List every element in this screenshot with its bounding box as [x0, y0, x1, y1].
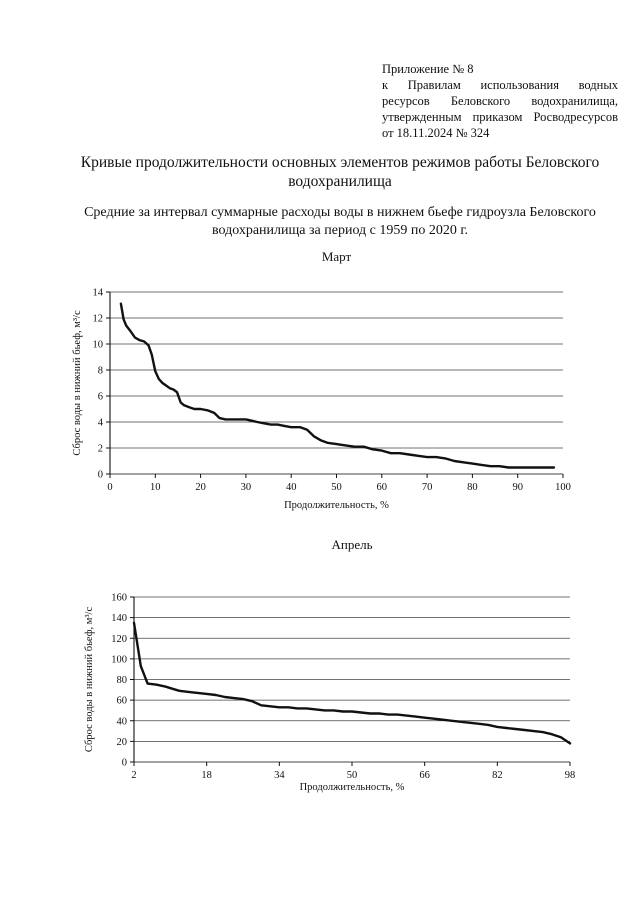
- y-tick-label: 0: [121, 757, 127, 769]
- x-tick-label: 50: [331, 482, 342, 493]
- y-tick-label: 14: [92, 287, 103, 299]
- x-tick-label: 30: [240, 482, 252, 493]
- x-tick-label: 60: [376, 482, 388, 493]
- x-tick-label: 34: [274, 770, 285, 781]
- y-tick-label: 160: [111, 592, 127, 604]
- x-tick-label: 0: [107, 482, 113, 493]
- x-tick-label: 100: [555, 482, 571, 493]
- y-tick-label: 2: [97, 443, 103, 455]
- y-tick-label: 4: [97, 417, 103, 429]
- y-tick-label: 8: [97, 365, 103, 377]
- chart-title: Март: [321, 249, 352, 264]
- x-tick-label: 50: [346, 770, 358, 781]
- appendix-line-4: утвержденным приказом Росводресурсов: [382, 110, 618, 124]
- appendix-line-2: к Правилам использования водных: [382, 78, 618, 92]
- chart-title: Апрель: [331, 537, 373, 552]
- x-tick-label: 2: [131, 770, 137, 781]
- x-tick-label: 18: [201, 770, 212, 781]
- x-tick-label: 82: [492, 770, 503, 781]
- y-tick-label: 10: [92, 339, 103, 351]
- y-axis-label: Сброс воды в нижний бьеф, м³/с: [84, 606, 95, 753]
- x-tick-label: 66: [419, 770, 430, 781]
- y-tick-label: 120: [111, 633, 127, 645]
- appendix-line-3: ресурсов Беловского водохранилища,: [382, 94, 618, 108]
- chart-march: [0, 245, 640, 525]
- x-tick-label: 20: [195, 482, 206, 493]
- y-tick-label: 80: [116, 675, 127, 686]
- x-tick-label: 40: [285, 482, 297, 493]
- y-tick-label: 20: [116, 736, 127, 748]
- x-tick-label: 70: [421, 482, 433, 493]
- x-tick-label: 90: [512, 482, 523, 493]
- x-axis-label: Продолжительность, %: [284, 500, 389, 511]
- chart-april: [0, 535, 640, 815]
- x-axis-label: Продолжительность, %: [299, 782, 405, 793]
- document-subtitle: Средние за интервал суммарные расходы воды в нижнем бьефе гидроузла Беловского водохранилища за период с 1959 по 2020 г.: [84, 205, 596, 238]
- x-tick-label: 80: [467, 482, 478, 493]
- x-tick-label: 10: [150, 482, 161, 493]
- y-tick-label: 6: [97, 391, 103, 403]
- x-tick-label: 98: [564, 770, 576, 781]
- appendix-line-1: Приложение № 8: [382, 62, 474, 76]
- y-tick-label: 40: [116, 716, 127, 728]
- series-line-0: [134, 623, 570, 744]
- y-tick-label: 60: [116, 695, 127, 707]
- appendix-block: [382, 61, 618, 141]
- document-title: Кривые продолжительности основных элементов режимов работы Беловского водохранилища: [80, 154, 600, 190]
- y-tick-label: 0: [97, 469, 103, 481]
- appendix-line-5: от 18.11.2024 № 324: [382, 126, 490, 140]
- y-tick-label: 100: [111, 654, 127, 666]
- y-tick-label: 140: [111, 613, 127, 625]
- y-axis-label: Сброс воды в нижний бьеф, м³/с: [72, 310, 83, 456]
- y-tick-label: 12: [92, 313, 103, 325]
- series-line-0: [121, 304, 554, 468]
